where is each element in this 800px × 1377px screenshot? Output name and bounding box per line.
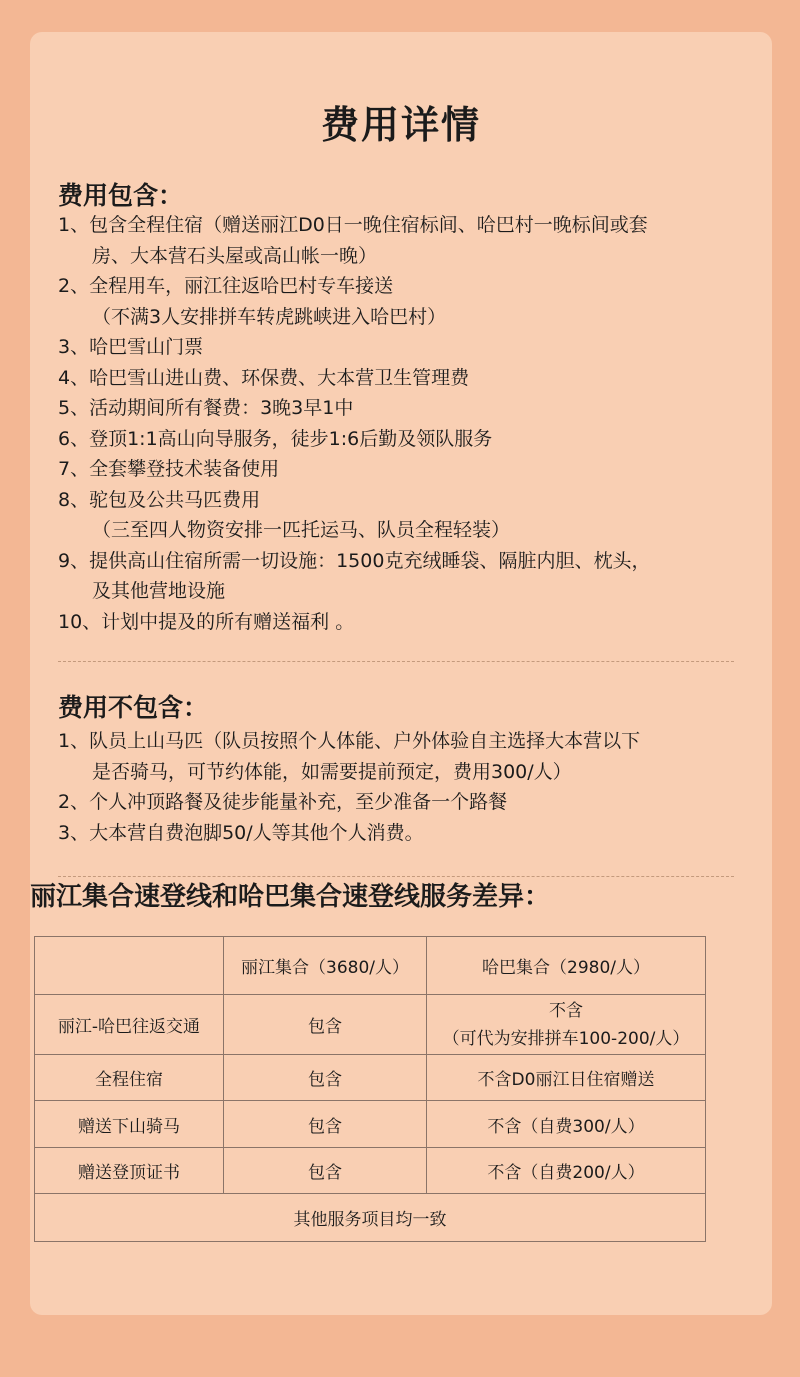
table-cell: 不含D0丽江日住宿赠送	[427, 1055, 706, 1101]
included-list	[58, 210, 758, 637]
comparison-heading: 丽江集合速登线和哈巴集合速登线服务差异：	[30, 882, 551, 912]
table-header-cell	[35, 937, 224, 995]
table-footer-row	[35, 1194, 706, 1242]
list-item: 2、个人冲顶路餐及徒步能量补充，至少准备一个路餐	[58, 791, 508, 813]
list-item: 6、登顶1:1高山向导服务，徒步1:6后勤及领队服务	[58, 427, 493, 450]
list-item: 8、驼包及公共马匹费用	[58, 488, 261, 511]
table-footer-cell: 其他服务项目均一致	[35, 1194, 706, 1242]
table-cell: 包含	[224, 995, 427, 1055]
table-cell: 赠送登顶证书	[35, 1148, 224, 1194]
list-item: 9、提供高山住宿所需一切设施：1500克充绒睡袋、隔脏内胆、枕头，	[58, 549, 651, 572]
table-cell: 不含（自费200/人）	[427, 1148, 706, 1194]
list-item: 5、活动期间所有餐费：3晚3早1中	[58, 397, 354, 419]
table-cell	[427, 995, 706, 1055]
table-header-cell: 丽江集合（3680/人）	[224, 937, 427, 995]
list-item: 及其他营地设施	[92, 580, 226, 602]
cell-line: （可代为安排拼车100-200/人）	[442, 1028, 690, 1049]
cell-line: 不含	[549, 1000, 583, 1021]
table-header-cell: 哈巴集合（2980/人）	[427, 937, 706, 995]
list-item: 是否骑马，可节约体能，如需要提前预定，费用300/人）	[92, 760, 572, 783]
list-item: 3、大本营自费泡脚50/人等其他个人消费。	[58, 821, 424, 844]
list-item: 10、计划中提及的所有赠送福利 。	[58, 610, 355, 633]
comparison-table	[34, 936, 706, 1242]
table-header-row	[35, 937, 706, 995]
table-cell: 包含	[224, 1055, 427, 1101]
excluded-list	[58, 726, 758, 848]
table-row	[35, 1055, 706, 1101]
table-row	[35, 1101, 706, 1148]
table-cell: 不含（自费300/人）	[427, 1101, 706, 1148]
list-item: 1、队员上山马匹（队员按照个人体能、户外体验自主选择大本营以下	[58, 730, 641, 752]
list-item: 2、全程用车，丽江往返哈巴村专车接送	[58, 275, 394, 297]
list-item: （三至四人物资安排一匹托运马、队员全程轻装）	[92, 519, 511, 541]
section-divider	[58, 661, 734, 662]
table-cell: 包含	[224, 1101, 427, 1148]
list-item: 7、全套攀登技术装备使用	[58, 458, 280, 480]
table-row	[35, 995, 706, 1055]
table-cell: 全程住宿	[35, 1055, 224, 1101]
list-item: 3、哈巴雪山门票	[58, 336, 204, 358]
table-cell: 丽江-哈巴往返交通	[35, 995, 224, 1055]
page-title: 费用详情	[320, 103, 481, 147]
list-item: 房、大本营石头屋或高山帐一晚）	[92, 244, 378, 267]
table-cell: 赠送下山骑马	[35, 1101, 224, 1148]
table-cell: 包含	[224, 1148, 427, 1194]
list-item: （不满3人安排拼车转虎跳峡进入哈巴村）	[92, 305, 447, 328]
excluded-heading: 费用不包含：	[58, 693, 209, 722]
table-row	[35, 1148, 706, 1194]
list-item: 4、哈巴雪山进山费、环保费、大本营卫生管理费	[58, 366, 470, 389]
included-heading: 费用包含：	[58, 181, 184, 210]
list-item: 1、包含全程住宿（赠送丽江D0日一晚住宿标间、哈巴村一晚标间或套	[58, 214, 648, 236]
